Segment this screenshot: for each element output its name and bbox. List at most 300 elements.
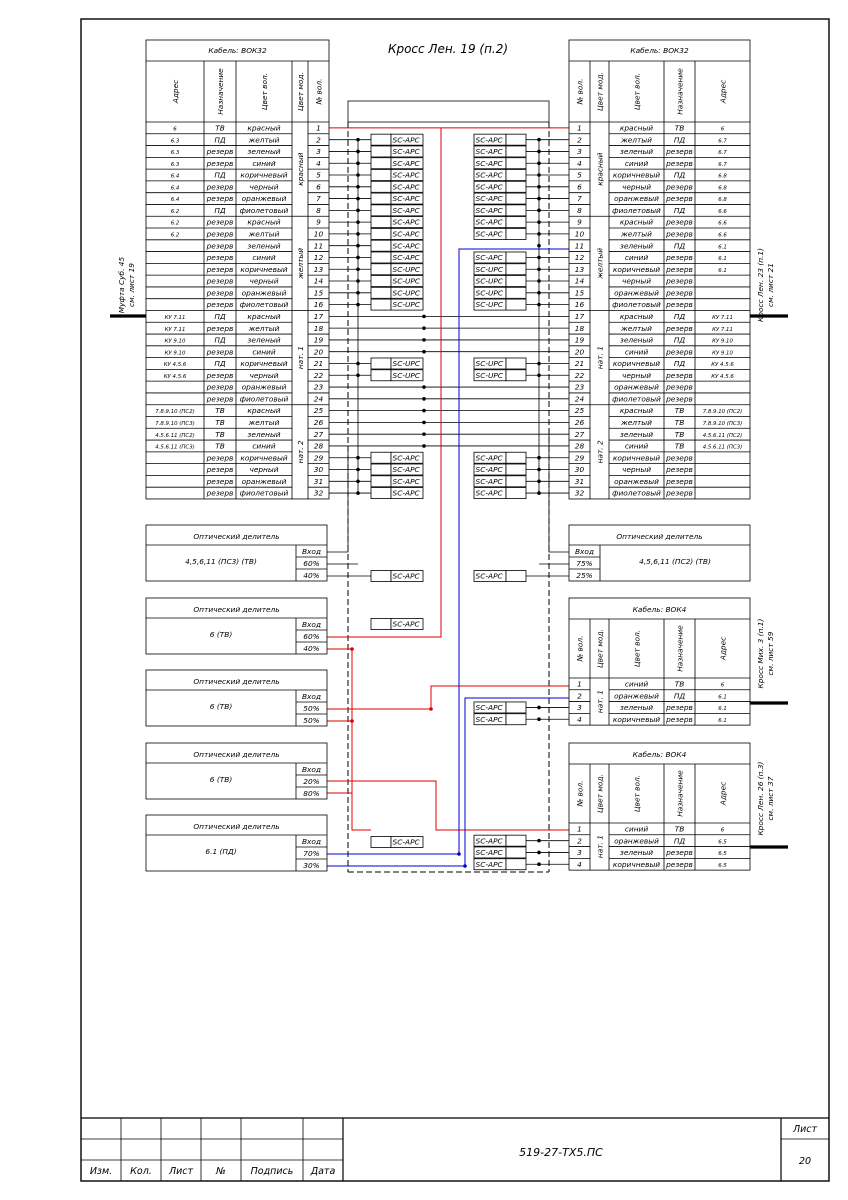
side-label-line: Кросс Лен. 23 (п.1) bbox=[756, 248, 765, 322]
connector-body bbox=[506, 170, 526, 181]
connector-body bbox=[371, 276, 391, 287]
address-cell: 6.3 bbox=[170, 161, 180, 168]
fiber-number-cell: 5 bbox=[316, 170, 321, 180]
fiber-number-cell: 18 bbox=[574, 323, 585, 333]
fiber-color-cell: синий bbox=[624, 679, 649, 689]
column-header: Назначение bbox=[675, 770, 685, 817]
fiber-number-cell: 4 bbox=[316, 158, 321, 168]
fiber-number-cell: 30 bbox=[313, 465, 324, 475]
fiber-color-cell: желтый bbox=[248, 135, 280, 145]
red-fiber-to-vok4b bbox=[327, 781, 569, 830]
connector-label: SC-APC bbox=[392, 571, 420, 581]
fiber-number-cell: 31 bbox=[313, 476, 324, 486]
connector-body bbox=[371, 181, 391, 192]
address-cell: 6 bbox=[720, 126, 725, 133]
connector-left bbox=[371, 193, 423, 204]
connector-left bbox=[371, 170, 423, 181]
purpose-cell: ПД bbox=[673, 170, 686, 180]
column-header: Адрес bbox=[718, 636, 728, 661]
address-cell: КУ 9.10 bbox=[712, 338, 733, 345]
junction-dot-right bbox=[537, 209, 541, 213]
blue-junction bbox=[463, 864, 467, 868]
splitter-port: 80% bbox=[303, 789, 320, 798]
connector-label: SC-APC bbox=[392, 253, 420, 263]
through-junction bbox=[422, 432, 426, 436]
connector-right bbox=[474, 217, 526, 228]
address-cell: 4.5.6.11 (ПС3) bbox=[155, 444, 195, 451]
column-header: № вол. bbox=[575, 78, 585, 105]
address-cell: 6.1 bbox=[718, 244, 727, 251]
connector-label: SC-APC bbox=[392, 158, 420, 168]
purpose-cell: ПД bbox=[214, 311, 226, 321]
through-junction bbox=[422, 409, 426, 413]
fiber-number-cell: 13 bbox=[313, 264, 324, 274]
splitter-port: 75% bbox=[576, 559, 593, 568]
connector-right bbox=[474, 158, 526, 169]
purpose-cell: ПД bbox=[673, 311, 686, 321]
sheet-frame bbox=[81, 19, 829, 1181]
address-cell: 6.1 bbox=[718, 694, 727, 701]
connector-label: SC-UPC bbox=[475, 300, 504, 310]
splitter-4 bbox=[146, 670, 327, 726]
fiber-color-cell: оранжевый bbox=[614, 691, 659, 701]
connector-left bbox=[371, 240, 423, 251]
splitter-port: Вход bbox=[301, 837, 322, 846]
junction-dot-right bbox=[537, 491, 541, 495]
purpose-cell: резерв bbox=[666, 859, 693, 869]
junction-dot-right bbox=[537, 150, 541, 154]
connector-label: SC-APC bbox=[392, 182, 420, 192]
fiber-number-cell: 3 bbox=[577, 848, 582, 858]
fiber-number-cell: 26 bbox=[313, 417, 324, 427]
column-header: Назначение bbox=[675, 625, 685, 672]
connector-right bbox=[474, 276, 526, 287]
blue-junction bbox=[457, 852, 461, 856]
fiber-number-cell: 4 bbox=[577, 714, 582, 724]
address-cell: 7.8.9.10 (ПС2) bbox=[702, 409, 743, 416]
fiber-color-cell: коричневый bbox=[612, 714, 661, 724]
fiber-color-cell: красный bbox=[619, 406, 654, 416]
connector-label: SC-APC bbox=[475, 714, 503, 724]
fiber-number-cell: 1 bbox=[577, 123, 582, 133]
fiber-number-cell: 8 bbox=[316, 205, 321, 215]
address-cell: 7.8.9.10 (ПС3) bbox=[155, 420, 195, 427]
junction-dot-left bbox=[356, 373, 360, 377]
purpose-cell: резерв bbox=[206, 264, 234, 274]
purpose-cell: ТВ bbox=[674, 123, 685, 133]
vok4-table-a bbox=[569, 598, 750, 725]
column-header: № вол. bbox=[314, 78, 324, 105]
title-block-col-label: Кол. bbox=[130, 1166, 152, 1177]
address-cell: 6.5 bbox=[718, 862, 727, 869]
fiber-number-cell: 13 bbox=[574, 264, 585, 274]
fiber-color-cell: синий bbox=[252, 347, 276, 357]
fiber-color-cell: желтый bbox=[621, 323, 652, 333]
address-cell: 6.8 bbox=[718, 185, 727, 192]
fiber-number-cell: 20 bbox=[574, 347, 585, 357]
address-cell: 6.8 bbox=[718, 197, 727, 204]
connector-right bbox=[474, 205, 526, 216]
connector-left bbox=[371, 619, 423, 630]
red-junction bbox=[429, 707, 433, 711]
red-junction bbox=[350, 719, 354, 723]
purpose-cell: ПД bbox=[673, 836, 686, 846]
connector-right bbox=[474, 252, 526, 263]
module-label: желтый bbox=[595, 247, 605, 279]
connector-body bbox=[371, 452, 391, 463]
connector-label: SC-APC bbox=[392, 205, 420, 215]
side-label-line: Муфта Суб. 45 bbox=[117, 256, 126, 314]
fiber-number-cell: 25 bbox=[313, 406, 324, 416]
connector-body bbox=[506, 859, 526, 870]
splitter-port: 40% bbox=[303, 571, 320, 580]
connector-body bbox=[506, 847, 526, 858]
column-header: Цвет вол. bbox=[260, 72, 269, 111]
address-cell: 6.6 bbox=[718, 232, 727, 239]
connector-body bbox=[371, 476, 391, 487]
fiber-number-cell: 6 bbox=[577, 182, 582, 192]
fiber-color-cell: желтый bbox=[248, 229, 280, 239]
fiber-color-cell: коричневый bbox=[612, 170, 661, 180]
connector-body bbox=[371, 837, 391, 848]
fiber-color-cell: коричневый bbox=[240, 170, 288, 180]
purpose-cell: ТВ bbox=[674, 824, 685, 834]
fiber-number-cell: 7 bbox=[316, 194, 321, 204]
connector-label: SC-APC bbox=[392, 229, 420, 239]
splitter-address: 6 (ТВ) bbox=[209, 702, 233, 711]
address-cell: КУ 9.10 bbox=[164, 350, 186, 357]
connector-body bbox=[371, 358, 391, 369]
connector-label: SC-APC bbox=[392, 241, 420, 251]
purpose-cell: резерв bbox=[206, 229, 234, 239]
connector-label: SC-UPC bbox=[392, 288, 421, 298]
connector-left bbox=[371, 287, 423, 298]
fiber-number-cell: 19 bbox=[574, 335, 585, 345]
junction-dot-left bbox=[356, 279, 360, 283]
junction-dot-right bbox=[537, 244, 541, 248]
junction-dot-right bbox=[537, 456, 541, 460]
fiber-number-cell: 29 bbox=[574, 453, 585, 463]
address-cell: 6.7 bbox=[718, 138, 727, 145]
junction-dot-right bbox=[537, 479, 541, 483]
fiber-number-cell: 16 bbox=[313, 300, 324, 310]
left-side-label bbox=[117, 256, 136, 313]
connector-body bbox=[506, 714, 526, 725]
address-cell: КУ 4.5.6 bbox=[163, 373, 187, 380]
vok4-table-b bbox=[569, 743, 750, 870]
purpose-cell: ТВ bbox=[215, 441, 225, 451]
purpose-cell: резерв bbox=[666, 182, 693, 192]
title-block-col-label: Подпись bbox=[250, 1166, 294, 1177]
fiber-number-cell: 3 bbox=[577, 147, 582, 157]
fiber-number-cell: 24 bbox=[313, 394, 324, 404]
connector-label: SC-UPC bbox=[392, 300, 421, 310]
fiber-color-cell: красный bbox=[619, 311, 654, 321]
connector-body bbox=[506, 228, 526, 239]
address-cell: 4.5.6.11 (ПС2) bbox=[155, 432, 195, 439]
cable-title: Кабель: ВОК32 bbox=[630, 46, 689, 55]
through-junction bbox=[422, 444, 426, 448]
column-header: № вол. bbox=[575, 780, 585, 807]
column-header: Адрес bbox=[718, 79, 728, 104]
fiber-color-cell: оранжевый bbox=[614, 476, 659, 486]
through-junction bbox=[422, 385, 426, 389]
purpose-cell: резерв bbox=[666, 147, 693, 157]
column-header: Цвет вол. bbox=[632, 629, 642, 668]
purpose-cell: резерв bbox=[206, 394, 234, 404]
connector-body bbox=[371, 217, 391, 228]
fiber-color-cell: коричневый bbox=[612, 359, 661, 369]
junction-dot-left bbox=[356, 267, 360, 271]
fiber-color-cell: фиолетовый bbox=[239, 394, 289, 404]
purpose-cell: резерв bbox=[666, 288, 693, 298]
purpose-cell: резерв bbox=[666, 394, 693, 404]
connector-right bbox=[474, 358, 526, 369]
address-cell: 6.3 bbox=[170, 150, 180, 157]
purpose-cell: резерв bbox=[206, 253, 234, 263]
connector-right bbox=[474, 228, 526, 239]
splitter-port: 70% bbox=[303, 849, 320, 858]
fiber-number-cell: 12 bbox=[574, 253, 585, 263]
purpose-cell: резерв bbox=[206, 217, 234, 227]
connector-right bbox=[474, 264, 526, 275]
junction-dot-right bbox=[537, 362, 541, 366]
address-cell: КУ 7.11 bbox=[712, 326, 733, 333]
column-header: № вол. bbox=[575, 635, 585, 662]
fiber-color-cell: коричневый bbox=[240, 264, 288, 274]
fiber-color-cell: красный bbox=[247, 311, 281, 321]
fiber-color-cell: фиолетовый bbox=[239, 205, 289, 215]
through-junction bbox=[422, 397, 426, 401]
junction-dot-left bbox=[356, 185, 360, 189]
connector-right bbox=[474, 370, 526, 381]
connector-label: SC-APC bbox=[475, 703, 503, 713]
connector-body bbox=[371, 264, 391, 275]
connector-body bbox=[371, 170, 391, 181]
purpose-cell: ПД bbox=[673, 205, 686, 215]
fiber-number-cell: 15 bbox=[313, 288, 324, 298]
junction-dot-left bbox=[356, 291, 360, 295]
column-header: Назначение bbox=[675, 68, 685, 115]
connector-body bbox=[371, 240, 391, 251]
side-label-line: см. лист 37 bbox=[766, 776, 775, 821]
splitter-address: 4,5,6,11 (ПС2) (ТВ) bbox=[639, 557, 711, 566]
address-cell: 6.1 bbox=[718, 717, 727, 724]
connector-body bbox=[506, 193, 526, 204]
connector-label: SC-APC bbox=[392, 135, 420, 145]
connector-label: SC-APC bbox=[392, 488, 420, 498]
address-cell: 6.8 bbox=[718, 173, 727, 180]
purpose-cell: ТВ bbox=[215, 429, 225, 439]
splitter-port: Вход bbox=[301, 765, 322, 774]
connector-body bbox=[371, 228, 391, 239]
fiber-color-cell: черный bbox=[249, 370, 279, 380]
splitter1-input bbox=[327, 446, 348, 552]
address-cell: 6.5 bbox=[718, 851, 727, 858]
address-cell: КУ 7.11 bbox=[164, 326, 186, 333]
fiber-color-cell: фиолетовый bbox=[239, 300, 289, 310]
fiber-number-cell: 11 bbox=[574, 241, 585, 251]
right-cable-table bbox=[569, 40, 750, 499]
connector-right bbox=[474, 847, 526, 858]
fiber-number-cell: 15 bbox=[574, 288, 585, 298]
connector-left bbox=[371, 228, 423, 239]
fiber-number-cell: 9 bbox=[577, 217, 582, 227]
purpose-cell: резерв bbox=[206, 300, 234, 310]
column-header: Цвет мод. bbox=[595, 72, 605, 111]
fiber-color-cell: желтый bbox=[248, 323, 280, 333]
fiber-number-cell: 2 bbox=[577, 691, 582, 701]
connector-body bbox=[506, 835, 526, 846]
fiber-color-cell: зеленый bbox=[619, 848, 654, 858]
purpose-cell: резерв bbox=[666, 276, 693, 286]
column-header: Адрес bbox=[718, 781, 728, 806]
purpose-cell: резерв bbox=[206, 453, 234, 463]
junction-dot-right bbox=[537, 373, 541, 377]
connector-body bbox=[371, 193, 391, 204]
purpose-cell: резерв bbox=[666, 488, 693, 498]
fiber-number-cell: 9 bbox=[316, 217, 321, 227]
fiber-number-cell: 10 bbox=[574, 229, 585, 239]
fiber-number-cell: 17 bbox=[313, 311, 324, 321]
purpose-cell: ПД bbox=[673, 335, 686, 345]
purpose-cell: резерв bbox=[666, 465, 693, 475]
connector-body bbox=[506, 358, 526, 369]
fiber-number-cell: 2 bbox=[577, 135, 582, 145]
connector-label: SC-APC bbox=[475, 229, 503, 239]
connector-left bbox=[371, 476, 423, 487]
connector-body bbox=[371, 252, 391, 263]
connector-body bbox=[506, 134, 526, 145]
connector-left bbox=[371, 358, 423, 369]
junction-dot-right bbox=[537, 173, 541, 177]
junction-dot-left bbox=[356, 456, 360, 460]
connector-body bbox=[506, 571, 526, 582]
purpose-cell: резерв bbox=[206, 276, 234, 286]
address-cell: 6.3 bbox=[170, 138, 180, 145]
connector-left bbox=[371, 217, 423, 228]
splitter-port: Вход bbox=[301, 547, 322, 556]
connector-right bbox=[474, 134, 526, 145]
title-block bbox=[81, 1118, 829, 1181]
fiber-color-cell: оранжевый bbox=[241, 382, 287, 392]
fiber-color-cell: фиолетовый bbox=[612, 488, 661, 498]
connector-label: SC-APC bbox=[392, 453, 420, 463]
fiber-color-cell: оранжевый bbox=[241, 476, 287, 486]
sheet-border bbox=[81, 19, 829, 1181]
fiber-number-cell: 19 bbox=[313, 335, 324, 345]
junction-dot-right bbox=[537, 706, 541, 710]
splitter-port: 50% bbox=[303, 704, 320, 713]
splitter-port: 50% bbox=[303, 716, 320, 725]
junction-dot-left bbox=[356, 303, 360, 307]
purpose-cell: резерв bbox=[206, 182, 234, 192]
purpose-cell: резерв bbox=[206, 158, 234, 168]
junction-dot-left bbox=[356, 220, 360, 224]
connector-body bbox=[371, 571, 391, 582]
splitter-6 bbox=[146, 815, 327, 871]
purpose-cell: резерв bbox=[206, 465, 234, 475]
junction-dot-right bbox=[537, 256, 541, 260]
purpose-cell: резерв bbox=[666, 158, 693, 168]
through-junction bbox=[422, 326, 426, 330]
address-cell: 7.8.9.10 (ПС2) bbox=[155, 409, 195, 416]
cable-title: Кабель: ВОК32 bbox=[208, 46, 267, 55]
address-cell: 7.8.9.10 (ПС3) bbox=[702, 420, 743, 427]
address-cell: 6 bbox=[720, 827, 725, 834]
purpose-cell: резерв bbox=[666, 347, 693, 357]
red-fiber-80 bbox=[352, 793, 371, 830]
address-cell: КУ 7.11 bbox=[164, 314, 186, 321]
fiber-number-cell: 3 bbox=[316, 147, 321, 157]
column-header: Назначение bbox=[216, 68, 225, 115]
purpose-cell: ПД bbox=[673, 241, 686, 251]
diagram-title bbox=[388, 42, 508, 56]
fiber-color-cell: зеленый bbox=[247, 241, 281, 251]
purpose-cell: резерв bbox=[206, 194, 234, 204]
splitter-port: 30% bbox=[303, 861, 320, 870]
address-cell: КУ 4.5.6 bbox=[711, 362, 734, 369]
splitter-port: 25% bbox=[576, 571, 593, 580]
address-cell: 6.1 bbox=[718, 256, 727, 263]
fiber-color-cell: синий bbox=[252, 253, 276, 263]
splitter-port: Вход bbox=[301, 692, 322, 701]
connector-label: SC-APC bbox=[392, 465, 420, 475]
column-header: Адрес bbox=[171, 79, 180, 104]
fiber-number-cell: 3 bbox=[577, 703, 582, 713]
fiber-number-cell: 10 bbox=[313, 229, 324, 239]
splitter-port: 20% bbox=[303, 777, 320, 786]
fiber-color-cell: красный bbox=[619, 123, 654, 133]
purpose-cell: резерв bbox=[666, 323, 693, 333]
connector-label: SC-UPC bbox=[392, 276, 421, 286]
fiber-number-cell: 4 bbox=[577, 859, 582, 869]
connector-label: SC-UPC bbox=[475, 276, 504, 286]
fiber-number-cell: 5 bbox=[577, 170, 582, 180]
fiber-color-cell: зеленый bbox=[619, 147, 654, 157]
connector-left bbox=[371, 837, 423, 848]
connector-right bbox=[474, 571, 526, 582]
connector-label: SC-APC bbox=[392, 194, 420, 204]
module-label: нат. 2 bbox=[296, 440, 305, 464]
column-header: Цвет вол. bbox=[632, 72, 642, 111]
splitter-title: Оптический делитель bbox=[193, 605, 280, 614]
purpose-cell: резерв bbox=[206, 288, 234, 298]
fiber-color-cell: оранжевый bbox=[241, 288, 287, 298]
fiber-color-cell: синий bbox=[624, 253, 649, 263]
fiber-lines bbox=[327, 101, 569, 872]
fiber-color-cell: оранжевый bbox=[614, 288, 659, 298]
connector-body bbox=[506, 370, 526, 381]
column-header: Цвет мод. bbox=[296, 72, 305, 111]
splitter-address: 6.1 (ПД) bbox=[205, 847, 237, 856]
junction-dot-right bbox=[537, 291, 541, 295]
connector-left bbox=[371, 276, 423, 287]
purpose-cell: резерв bbox=[666, 714, 693, 724]
column-header: Цвет мод. bbox=[595, 774, 605, 813]
junction-dot-right bbox=[537, 138, 541, 142]
fiber-number-cell: 2 bbox=[316, 135, 321, 145]
connector-body bbox=[371, 158, 391, 169]
connector-label: SC-APC bbox=[475, 476, 503, 486]
connector-body bbox=[506, 488, 526, 499]
purpose-cell: резерв bbox=[666, 217, 693, 227]
fiber-number-cell: 27 bbox=[313, 429, 324, 439]
splitter-address: 6 (ТВ) bbox=[209, 630, 233, 639]
connector-label: SC-APC bbox=[475, 859, 503, 869]
purpose-cell: ПД bbox=[214, 135, 226, 145]
connector-body bbox=[506, 452, 526, 463]
